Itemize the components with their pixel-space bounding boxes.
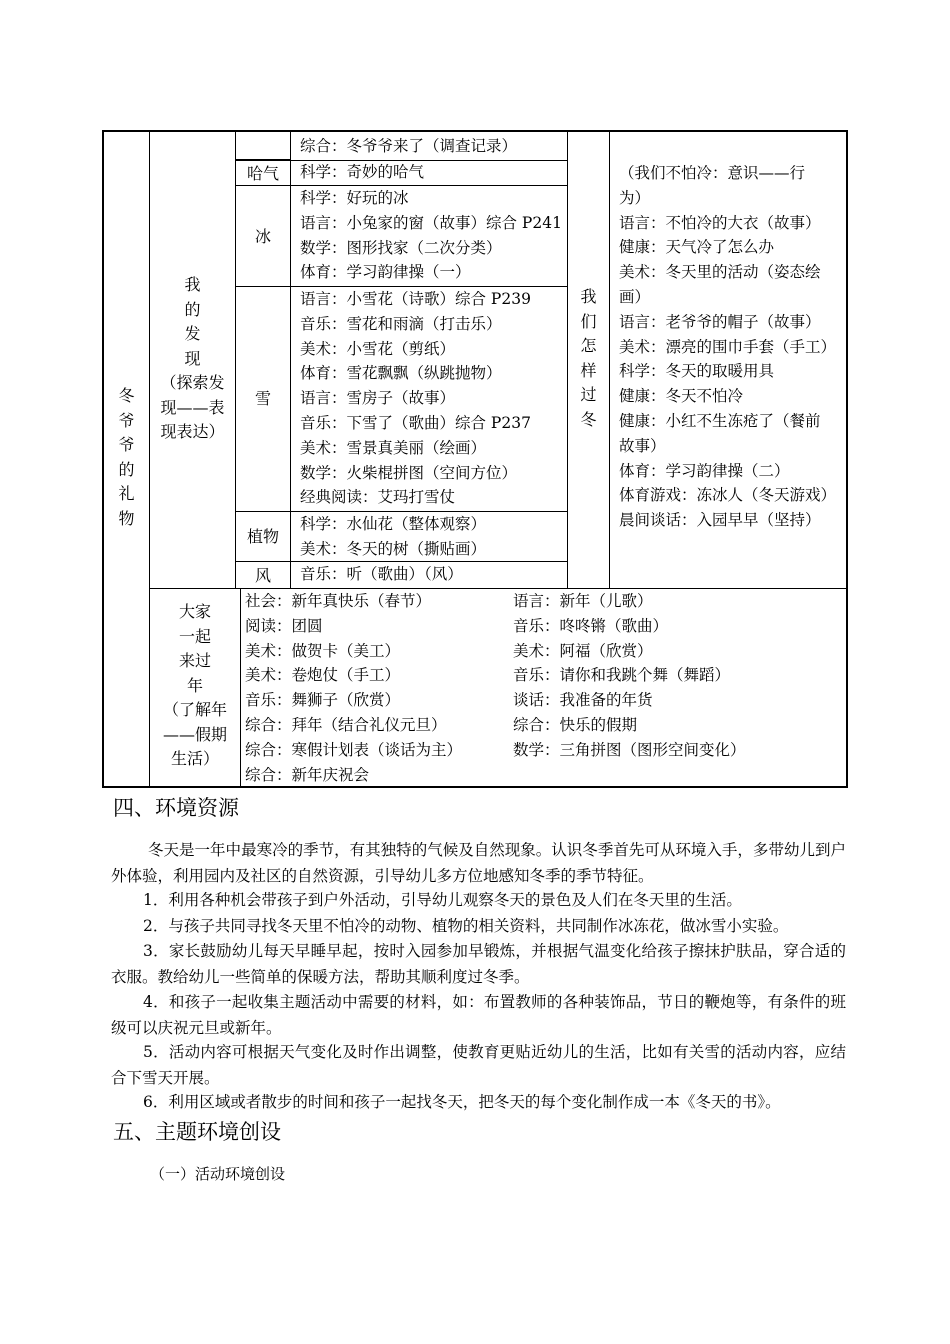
- list-item: 科学：好玩的冰: [300, 189, 409, 207]
- list-item: 美术：做贺卡（美工）: [245, 641, 401, 660]
- list-item: 画）: [619, 287, 651, 306]
- winter-activity-list: [619, 161, 836, 533]
- list-item: 美术：小雪花（剪纸）: [300, 339, 456, 358]
- topic-wind: 风: [254, 566, 271, 585]
- section4-paragraph: 1．利用各种机会带孩子到户外活动，引导幼儿观察冬天的景色及人们在冬天里的生活。: [143, 891, 742, 909]
- section4-paragraph: 3．家长鼓励幼儿每天早睡早起，按时入园参加早锻炼，并根据气温变化给孩子擦抹护肤品，穿合适的衣服。教给幼儿一些简单的保暖方法，帮助其顺利度过冬季。: [111, 942, 846, 986]
- theme-label: 冬 爷 爷 的 礼 物: [118, 386, 135, 528]
- activity-list-ice: [300, 186, 562, 285]
- list-item: 数学：三角拼图（图形空间变化）: [513, 740, 746, 759]
- section2-label: 大家 一起 来过 年 （了解年 ——假期 生活）: [162, 602, 227, 768]
- activity-list-haqi: [300, 160, 424, 185]
- list-item: 音乐：咚咚锵（歌曲）: [513, 616, 669, 635]
- section4-paragraph: 5．活动内容可根据天气变化及时作出调整，使教育更贴近幼儿的生活，比如有关雪的活动内容，应结合下雪天开展。: [111, 1043, 846, 1087]
- list-item: 美术：雪景真美丽（绘画）: [300, 438, 487, 457]
- list-item: 美术：卷炮仗（手工）: [245, 666, 401, 685]
- section4-heading: 四、环境资源: [113, 796, 239, 820]
- list-item: 体育：学习韵律操（二）: [619, 461, 790, 480]
- list-item: 音乐：请你和我跳个舞（舞蹈）: [513, 666, 731, 685]
- list-item: 美术：冬天里的活动（姿态绘: [619, 263, 821, 282]
- list-item: 健康：冬天不怕冷: [619, 387, 744, 406]
- list-item: 阅读：团圆: [245, 616, 323, 635]
- list-item: 综合：拜年（结合礼仪元旦）: [245, 715, 447, 734]
- list-item: 数学：火柴棍拼图（空间方位）: [300, 463, 518, 482]
- list-item: 体育游戏：冻冰人（冬天游戏）: [619, 486, 837, 505]
- list-item: 综合：寒假计划表（谈话为主）: [245, 740, 463, 759]
- list-item: 数学：图形找家（二次分类）: [300, 238, 502, 257]
- list-item: 综合：快乐的假期: [513, 715, 638, 734]
- list-item: 语言：新年（儿歌）: [513, 592, 653, 610]
- list-item: 综合：冬爷爷来了（调查记录）: [300, 137, 518, 155]
- list-item: 科学：水仙花（整体观察）: [300, 515, 487, 533]
- list-item: 健康：天气冷了怎么办: [619, 238, 775, 257]
- topic-plants: 植物: [246, 527, 279, 546]
- section1-label: 我 的 发 现 （探索发 现——表 现表达）: [160, 275, 225, 441]
- how-to-spend-winter-label: 我 们 怎 样 过 冬: [580, 287, 597, 429]
- list-item: 语言：小雪花（诗歌）综合 P239: [300, 290, 531, 308]
- list-item: 体育：学习韵律操（一）: [300, 263, 471, 282]
- activity-list-wind: [300, 562, 463, 587]
- section4-paragraph: 冬天是一年中最寒冷的季节，有其独特的气候及自然现象。认识冬季首先可从环境入手，多带幼儿到户外体验，利用园内及社区的自然资源，引导幼儿多方位地感知冬季的季节特征。: [111, 841, 846, 885]
- list-item: 综合：新年庆祝会: [245, 765, 370, 784]
- section4-paragraph: 2．与孩子共同寻找冬天里不怕冷的动物、植物的相关资料，共同制作冰冻花，做冰雪小实验。: [143, 917, 789, 935]
- list-item: 健康：小红不生冻疮了（餐前: [619, 411, 821, 430]
- list-item: 音乐：下雪了（歌曲）综合 P237: [300, 413, 531, 432]
- list-item: 经典阅读：艾玛打雪仗: [300, 488, 456, 507]
- list-item: 语言：老爷爷的帽子（故事）: [619, 312, 821, 331]
- section5-subheading: （一）活动环境创设: [150, 1165, 286, 1183]
- list-item: 音乐：听（歌曲）（风）: [300, 565, 463, 583]
- activity-list-snow: [300, 287, 531, 510]
- list-item: 故事）: [619, 436, 666, 455]
- topic-snow: 雪: [254, 389, 271, 408]
- list-item: 音乐：雪花和雨滴（打击乐）: [300, 314, 502, 333]
- activity-list-plants: [300, 512, 486, 562]
- list-item: 语言：小兔家的窗（故事）综合 P241: [300, 213, 562, 232]
- list-item: 语言：不怕冷的大衣（故事）: [619, 213, 821, 232]
- section5-heading: 五、主题环境创设: [113, 1120, 281, 1144]
- section4-paragraph: 4．和孩子一起收集主题活动中需要的材料，如：布置教师的各种装饰品，节日的鞭炮等，有条件的班级可以庆祝元旦或新年。: [111, 993, 846, 1037]
- list-item: （我们不怕冷：意识——行: [619, 164, 806, 182]
- list-item: 体育：雪花飘飘（纵跳抛物）: [300, 364, 502, 383]
- activity-list-general: [300, 134, 517, 159]
- section4-paragraph: 6．利用区域或者散步的时间和孩子一起找冬天，把冬天的每个变化制作成一本《冬天的书》。: [143, 1093, 781, 1111]
- list-item: 谈话：我准备的年货: [513, 691, 653, 710]
- list-item: 科学：冬天的取暖用具: [619, 362, 775, 381]
- new-year-list-right: [513, 589, 746, 763]
- topic-haqi: 哈气: [246, 164, 279, 183]
- topic-ice: 冰: [254, 227, 271, 246]
- list-item: 美术：漂亮的围巾手套（手工）: [619, 337, 837, 356]
- list-item: 晨间谈话：入园早早（坚持）: [619, 511, 821, 530]
- list-item: 美术：阿福（欣赏）: [513, 641, 653, 660]
- new-year-list-left: [245, 589, 462, 787]
- list-item: 音乐：舞狮子（欣赏）: [245, 691, 401, 710]
- list-item: 为）: [619, 188, 651, 207]
- list-item: 语言：雪房子（故事）: [300, 389, 456, 408]
- list-item: 社会：新年真快乐（春节）: [245, 592, 432, 610]
- list-item: 科学：奇妙的哈气: [300, 163, 425, 181]
- list-item: 美术：冬天的树（撕贴画）: [300, 539, 487, 558]
